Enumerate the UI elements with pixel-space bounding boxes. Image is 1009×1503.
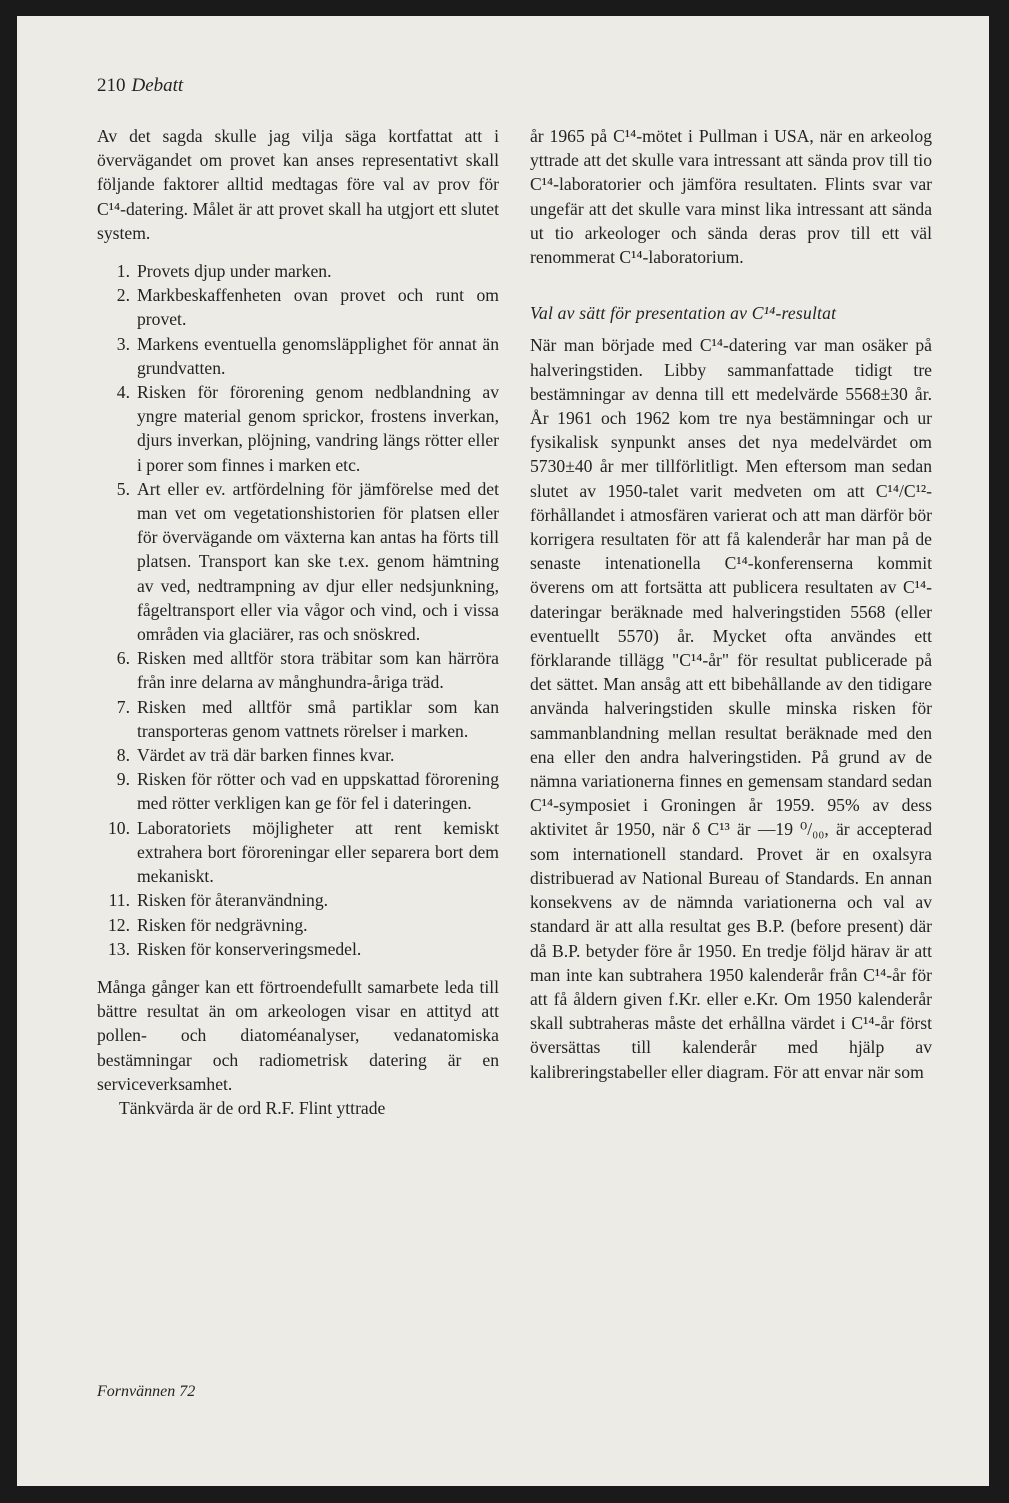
list-item (97, 767, 499, 815)
list-item-number: 10. (108, 817, 130, 838)
list-item-text: Risken för konserveringsmedel. (137, 938, 362, 959)
page-number: 210 (97, 75, 126, 96)
list-item-text: Risken med alltför stora träbitar som kan härröra från inre delarna av månghundra-åriga träd. (137, 648, 499, 693)
list-item-text: Värdet av trä där barken finnes kvar. (137, 745, 395, 766)
list-item-number: 5. (116, 478, 130, 499)
intro-paragraph: Av det sagda skulle jag vilja säga kortfattat att i övervägandet om provet kan anses representativt skall följande faktorer alltid medtagas före val av prov för C¹⁴-datering. Målet är att provet skall ha utgjort ett slutet system. (97, 126, 499, 243)
section-heading: Val av sätt för presentation av C¹⁴-resultat (530, 303, 837, 324)
list-item-number: 8. (116, 745, 130, 766)
list-item-text: Risken för förorening genom nedblandning av yngre material genom sprickor, frostens inverkan, djurs inverkan, plöjning, vandring längs rötter eller i porer som finnes i marken etc. (137, 382, 499, 475)
list-item-text: Laboratoriets möjligheter att rent kemiskt extrahera bort föroreningar eller separera bort dem mekaniskt. (137, 817, 499, 887)
flint-paragraph-continued: år 1965 på C¹⁴-mötet i Pullman i USA, när en arkeolog yttrade att det skulle vara intressant att sända prov till tio C¹⁴-laboratorier och jämföra resultaten. Flints svar var ungefär att det skulle vara minst lika intressant att sända ut tio arkeologer och sända deras prov till ett väl renommerat C¹⁴-laboratorium. (530, 126, 932, 268)
list-item (97, 913, 499, 937)
list-item (97, 283, 499, 331)
list-item (97, 816, 499, 889)
list-item-text: Provets djup under marken. (137, 261, 332, 282)
list-item-number: 13. (108, 938, 130, 959)
section-title: Debatt (131, 75, 184, 96)
list-item-text: Markbeskaffenheten ovan provet och runt om provet. (137, 285, 499, 330)
list-item (97, 646, 499, 694)
list-item-number: 7. (116, 696, 130, 717)
list-item (97, 888, 499, 912)
list-item (97, 380, 499, 477)
list-item-number: 1. (116, 261, 130, 282)
list-item-number: 11. (108, 890, 130, 911)
list-item (97, 937, 499, 961)
list-item (97, 332, 499, 380)
list-item-text: Risken med alltför små partiklar som kan transporteras genom vattnets rörelser i marken. (137, 696, 499, 741)
list-item-text: Art eller ev. artfördelning för jämförelse med det man vet om vegetationshistorien för platsen eller för övervägande om växterna kan antas ha förts till platsen. Transport kan ske t.ex. genom hämtning av ved, nedtrampning av djur eller nedsjunkning, fågeltransport eller via vågor och vind, och i vissa områden via glaciärer, ras och snöskred. (137, 478, 499, 645)
list-item-text: Risken för återanvändning. (137, 890, 329, 911)
list-item (97, 477, 499, 646)
right-column (530, 124, 932, 1084)
running-header (97, 75, 183, 97)
list-item (97, 259, 499, 283)
list-item-number: 9. (116, 769, 130, 790)
list-item (97, 743, 499, 767)
list-item (97, 695, 499, 743)
halflife-paragraph: När man började med C¹⁴-datering var man osäker på halveringstiden. Libby sammanfattade tidigt tre bestämningar av denna till ett medelvärde 5568±30 år. År 1961 och 1962 kom tre nya bestämningar och ur fysikalisk synpunkt anses det nya medelvärdet om 5730±40 år mer tillförlitligt. Men eftersom man sedan slutet av 1950-talet varit medveten om att C¹⁴/C¹²-förhållandet i atmosfären varierat och att man därför bör korrigera resultaten för att få kalenderår har man på de senaste intenationella C¹⁴-konferenserna kommit överens om att fortsätta att publicera resultaten av C¹⁴-dateringar beräknade med halveringstiden 5568 (eller eventuellt 5570) år. Mycket ofta användes ett förklarande tillägg "C¹⁴-år" för resultat publicerade på det sättet. Man ansåg att ett bibehållande av den tidigare använda halveringstiden skulle minska risken för sammanblandning mellan resultat beräknade med den ena eller den andra halveringstiden. På grund av de nämna variationerna finnes en gemensam standard sedan C¹⁴-symposiet i Groningen år 1959. 95% av dess aktivitet år 1950, när δ C¹³ är —19 ⁰/₀₀, är accepterad som internationell standard. Provet är en oxalsyra distribuerad av National Bureau of Standards. En annan konsekvens av de nämnda variationerna och val av standard är att alla resultat ges B.P. (before present) där då B.P. betyder före år 1950. En tredje följd härav är att man inte kan subtrahera 1950 kalenderår från C¹⁴-år för att få åldern given f.Kr. eller e.Kr. Om 1950 kalenderår skall subtraheras måste det erhållna värdet i C¹⁴-år först översättas till kalenderår med hjälp av kalibreringstabeller eller diagram. För att envar när som (530, 335, 932, 1082)
list-item-number: 4. (116, 382, 130, 403)
list-item-number: 6. (116, 648, 130, 669)
flint-paragraph-start: Tänkvärda är de ord R.F. Flint yttrade (119, 1097, 386, 1118)
list-item-text: Risken för rötter och vad en uppskattad förorening med rötter verkligen kan ge för fel i dateringen. (137, 769, 499, 814)
collaboration-paragraph: Många gånger kan ett förtroendefullt samarbete leda till bättre resultat än om arkeologen visar en attityd att pollen- och diatoméanalyser, vedanatomiska bestämningar och radiometrisk datering är en serviceverksamhet. (97, 976, 499, 1094)
list-item-text: Markens eventuella genomsläpplighet för annat än grundvatten. (137, 333, 499, 378)
list-item-text: Risken för nedgrävning. (137, 914, 308, 935)
factor-list (97, 259, 499, 961)
list-item-number: 12. (108, 914, 130, 935)
list-item-number: 2. (116, 285, 130, 306)
journal-footer: Fornvännen 72 (97, 1383, 196, 1400)
list-item-number: 3. (116, 333, 130, 354)
left-column (97, 124, 499, 1120)
